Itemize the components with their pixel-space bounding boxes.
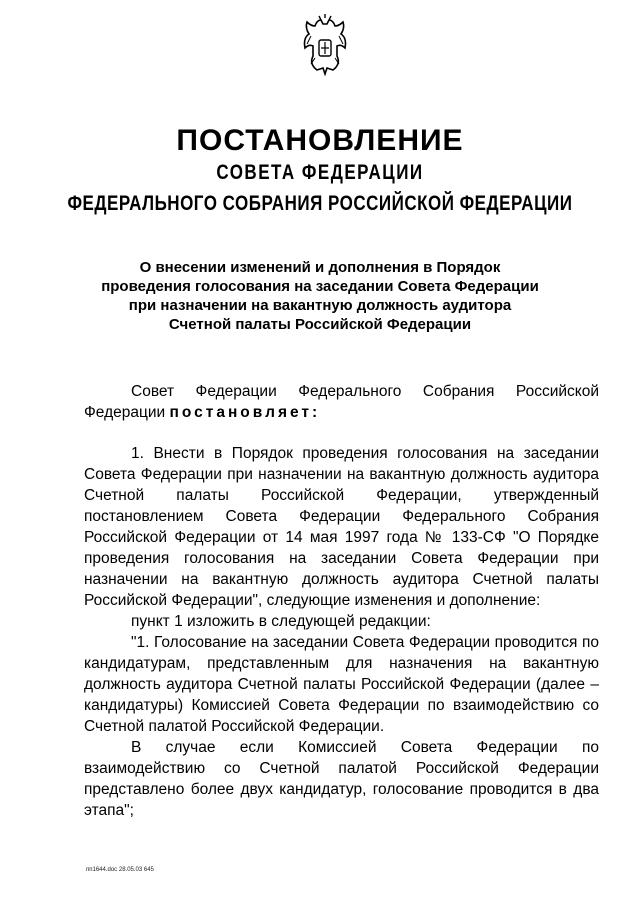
quote-paragraph: В случае если Комиссией Совета Федерации по взаимодействию со Счетной палатой Российской Федерации представлено более двух кандидатур, голосование проводится в два этапа"; — [84, 739, 599, 819]
issuer-line: СОВЕТА ФЕДЕРАЦИИ — [216, 160, 424, 184]
preamble-text: Совет Федерации Федерального Собрания Российской Федерации — [84, 383, 599, 421]
preamble-paragraph — [84, 381, 599, 423]
subject-line: проведения голосования на заседании Совета Федерации — [101, 278, 539, 295]
file-stamp: пп1644.doc 28.05.03 645 — [86, 867, 154, 873]
document-body — [84, 381, 599, 821]
preamble-emphasis: постановляет: — [169, 404, 321, 421]
quote-paragraph: "1. Голосование на заседании Совета Федерации проводится по кандидатурам, представленным для назначения на вакантную должность аудитора Счетной палаты Российской Федерации (далее – кандидатуры) Комиссией Совета Федерации по взаимодействию со Счетной палатой Российской Федерации. — [84, 634, 599, 735]
issuer-line-full: ФЕДЕРАЛЬНОГО СОБРАНИЯ РОССИЙСКОЙ ФЕДЕРАЦИИ — [67, 191, 573, 215]
subject-line: О внесении изменений и дополнения в Порядок — [139, 259, 501, 276]
item-1-paragraph: 1. Внести в Порядок проведения голосования на заседании Совета Федерации при назначении на вакантную должность аудитора Счетной палаты Российской Федерации, утвержденный постановлением Совета Федерации Федерального Собрания Российской Федерации от 14 мая 1997 года № 133-СФ "О Порядке проведения голосования на заседании Совета Федерации при назначении на вакантную должность аудитора Счетной палаты Российской Федерации", следующие изменения и дополнение: — [84, 445, 599, 609]
document-subject — [60, 258, 580, 334]
subject-line: при назначении на вакантную должность аудитора — [128, 297, 512, 314]
document-title: ПОСТАНОВЛЕНИЕ — [176, 124, 464, 157]
coat-of-arms-icon — [297, 14, 353, 80]
subject-line: Счетной палаты Российской Федерации — [168, 316, 472, 333]
point-paragraph: пункт 1 изложить в следующей редакции: — [131, 613, 431, 630]
